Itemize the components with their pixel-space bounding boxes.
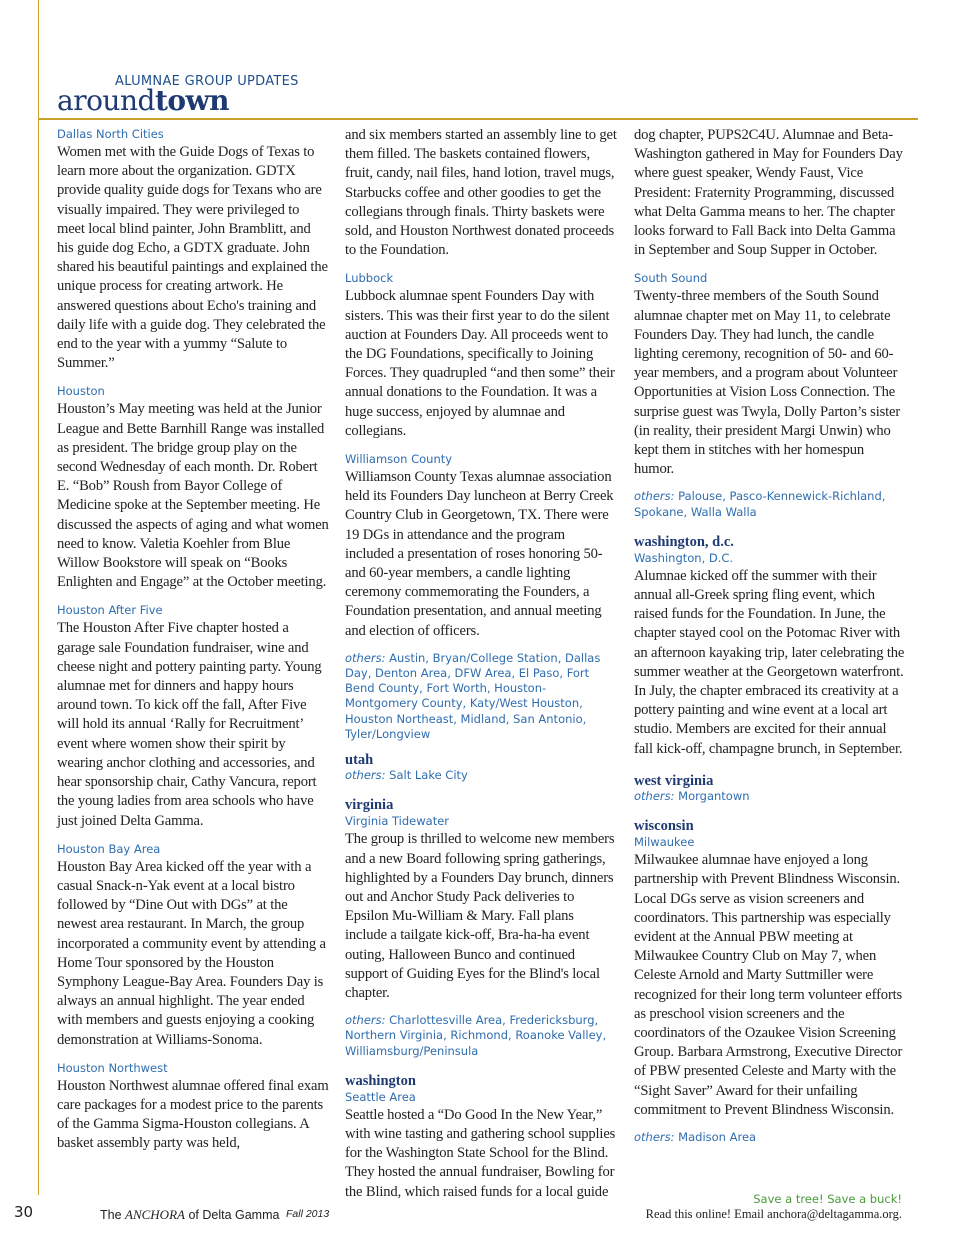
chapter-name: Williamson County xyxy=(345,452,453,467)
chapter-text: Seattle hosted a “Do Good In the New Year,” with wine tasting and gathering school supplies for the Washington State School for the Blind. They hosted the annual fundraiser, Bowling for the Blind, which raised funds for a local guide xyxy=(345,1106,616,1200)
others-label: others: xyxy=(634,788,675,803)
state-virginia xyxy=(345,797,617,1058)
others-list: Salt Lake City xyxy=(385,768,468,783)
others-label: others: xyxy=(634,1129,675,1144)
title-bold: town xyxy=(154,84,230,117)
magazine-suffix: of Delta Gamma xyxy=(184,1208,280,1222)
state-name: utah xyxy=(345,752,374,769)
chapter-name: Milwaukee xyxy=(634,835,695,850)
state-washington-dc xyxy=(634,534,906,759)
state-washington xyxy=(345,1073,617,1202)
online-email-note: Read this online! Email anchora@deltagamma.org. xyxy=(645,1207,902,1221)
state-wisconsin xyxy=(634,818,906,1145)
chapter-text: Williamson County Texas alumnae association held its Founders Day luncheon at Berry Creek Country Club in Georgetown, TX. There were 19 DGs in attendance and the program included a presentation of roses honoring 50- and 60-year members, a candle lighting ceremony commemorating the Founders, a Foundation presentation, and annual meeting and election of officers. xyxy=(345,469,614,639)
state-west-virginia xyxy=(634,773,906,804)
chapter-text: The Houston After Five chapter hosted a garage sale Foundation fundraiser, wine and cheese night and pottery painting party. Young alumnae met for dinners and happy hours around town. To kick off the fall, After Five will hold its annual ‘Rally for Recruitment’ event where women show their spirit by wearing anchor clothing and accessories, and hear sponsorship chair, Cathy Vancura, report the young ladies from area schools who have just joined Delta Gamma. xyxy=(57,620,322,829)
others-label: others: xyxy=(345,768,386,783)
washington-other-chapters xyxy=(634,489,906,519)
west-virginia-other-chapters xyxy=(634,789,906,804)
wisconsin-other-chapters xyxy=(634,1130,906,1145)
magazine-prefix: The xyxy=(100,1208,126,1222)
state-name: wisconsin xyxy=(634,818,694,835)
page-number: 30 xyxy=(14,1203,34,1221)
chapter-text: Houston’s May meeting was held at the Junior League and Bette Barnhill Range was installed as president. The bridge group play on the second Wednesday of each month. Dr. Robert E. “Bob” Roush from Bayor College of Medicine spoke at the September meeting. He discussed the aspects of aging and what women need to know. Valetia Koehler from Blue Willow Bookstore will speak on “Books Enlighten and Engage” at the October meeting. xyxy=(57,401,329,591)
page-title xyxy=(57,84,229,117)
others-list: Austin, Bryan/College Station, Dallas Day, Denton Area, DFW Area, El Paso, Fort Bend County, Fort Worth, Houston-Montgomery County, Katy/West Houston, Houston Northeast, Midland, San Antonio, Tyler/Longview xyxy=(345,650,601,741)
seattle-area-continued xyxy=(634,126,906,260)
chapter-text: Lubbock alumnae spent Founders Day with sisters. This was their first year to do the silent auction at Founders Day. All proceeds went to the DG Foundations, specifically to Joining Forces. They quadrupled “and then some” their annual donations to the Foundation. It was a huge success, enjoyed by alumnae and collegians. xyxy=(345,288,615,439)
column-2 xyxy=(345,126,617,1212)
save-tree-slogan: Save a tree! Save a buck! xyxy=(753,1192,902,1206)
others-list: Charlottesville Area, Fredericksburg, Northern Virginia, Richmond, Roanoke Valley, Williamsburg/Peninsula xyxy=(345,1013,607,1058)
others-list: Madison Area xyxy=(674,1129,757,1144)
chapter-name: South Sound xyxy=(634,271,708,286)
title-light: around xyxy=(57,84,155,117)
utah-other-chapters xyxy=(345,768,617,783)
column-3 xyxy=(634,126,906,1155)
chapter-williamson-county xyxy=(345,451,617,641)
others-label: others: xyxy=(345,650,386,665)
chapter-text: Milwaukee alumnae have enjoyed a long partnership with Prevent Blindness Wisconsin. Local DGs serve as vision screeners and coordinators. This partnership was especially evident at the Annual PBW meeting at Milwaukee Country Club on May 7, when Celeste Arnold and Marty Suttmiller were recognized for their long term volunteer efforts as preschool vision screeners and the coordinators of the Ozaukee Vision Screening Group. Barbara Armstrong, Executive Director of PBW presented Celeste and Marty with the “Sight Saver” Award for their unfailing commitment to Prevent Blindness Wisconsin. xyxy=(634,852,903,1118)
chapter-name: Houston xyxy=(57,384,105,399)
chapter-name: Seattle Area xyxy=(345,1089,416,1104)
chapter-text: Women met with the Guide Dogs of Texas to learn more about the organization. GDTX provide quality guide dogs for Texans who are visually impaired. They were privileged to meet local blind painter, John Bramblitt, and his guide dog Echo, a GDTX graduate. John shared his beautiful paintings and explained the unique process for creating artwork. He answered questions about Echo's training and daily life with a guide dog. They celebrated the end to the year with a yummy “Salute to Summer.” xyxy=(57,144,328,372)
others-label: others: xyxy=(634,489,675,504)
chapter-name: Dallas North Cities xyxy=(57,127,164,141)
others-list: Palouse, Pasco-Kennewick-Richland, Spokane, Walla Walla xyxy=(634,489,886,519)
state-name: west virginia xyxy=(634,772,714,789)
chapter-houston xyxy=(57,383,329,592)
magazine-name xyxy=(100,1207,279,1223)
chapter-name: Houston After Five xyxy=(57,603,163,618)
chapter-text: Houston Bay Area kicked off the year with a casual Snack-n-Yak event at a local bistro followed by “Dine Out with DGs” at the newest area restaurant. In March, the group incorporated a community event by attending a Home Tour sponsored by the Houston Symphony League-Bay Area. Founders Day is always an annual highlight. The year ended with members and guests enjoying a cooking demonstration at Williams-Sonoma. xyxy=(57,858,326,1048)
chapter-name: Virginia Tidewater xyxy=(345,814,450,829)
chapter-lubbock xyxy=(345,270,617,441)
chapter-name: Lubbock xyxy=(345,271,394,286)
texas-other-chapters xyxy=(345,651,617,742)
chapter-dallas-north-cities xyxy=(57,126,329,373)
chapter-text: Alumnae kicked off the summer with their annual all-Greek spring fling event, which raised funds for the Foundation. In June, the chapter stayed cool on the Potomac River with an afternoon kayaking trip, later celebrating the summer weather at the Georgetown waterfront. In July, the chapter embraced its creativity at a pottery painting and wine event at a local art studio. Members are excited for their annual fall kick-off, champagne brunch, in September. xyxy=(634,567,905,757)
chapter-houston-northwest xyxy=(57,1060,329,1154)
virginia-other-chapters xyxy=(345,1013,617,1059)
state-name: washington, d.c. xyxy=(634,533,734,550)
houston-northwest-continued xyxy=(345,126,617,260)
chapter-text: Twenty-three members of the South Sound alumnae chapter met on May 11, to celebrate Founders Day. They had lunch, the candle lighting ceremony, recognition of 50- and 60-year members, and a program about Volunteer Opportunities at Vision Loss Connection. The surprise guest was Twyla, Dolly Parton’s sister (in reality, their president Margi Unwin) who kept them in stitches with her homespun humor. xyxy=(634,288,901,478)
section-kicker: ALUMNAE GROUP UPDATES xyxy=(115,74,299,89)
chapter-south-sound xyxy=(634,270,906,479)
chapter-name: Houston Bay Area xyxy=(57,841,161,856)
state-name: washington xyxy=(345,1072,416,1089)
chapter-houston-bay-area xyxy=(57,841,329,1050)
publication-title: ANCHORA xyxy=(125,1207,185,1222)
chapter-houston-after-five xyxy=(57,602,329,830)
chapter-name: Houston Northwest xyxy=(57,1060,168,1075)
chapter-name: Washington, D.C. xyxy=(634,550,734,565)
chapter-text: dog chapter, PUPS2C4U. Alumnae and Beta-Washington gathered in May for Founders Day where guest speaker, Wendy Faust, Vice President: Fraternity Programming, discussed what Delta Gamma means to her. The chapter looks forward to Fall Back into Delta Gamma in September and Soup Supper in October. xyxy=(634,127,903,259)
column-1 xyxy=(57,126,329,1164)
others-label: others: xyxy=(345,1013,386,1028)
margin-rule xyxy=(38,0,39,1195)
chapter-text: The group is thrilled to welcome new members and a new Board following spring gatherings, highlighted by a Founders Day brunch, dinners out and Anchor Study Pack deliveries to Epsilon Mu-William & Mary. Fall plans include a tailgate kick-off, Bra-ha-ha event outing, Halloween Bunco and continued support of Guiding Eyes for the Blind's local chapter. xyxy=(345,831,615,1001)
chapter-text: Houston Northwest alumnae offered final exam care packages for a modest price to the parents of the Gamma Sigma-Houston collegians. A basket assembly party was held, xyxy=(57,1077,329,1152)
chapter-text: and six members started an assembly line to get them filled. The baskets contained flowers, fruit, candy, nail files, hand lotion, travel mugs, Starbucks coffee and other goodies to get the collegians through finals. Thirty baskets were sold, and Houston Northwest donated proceeds to the Foundation. xyxy=(345,127,617,259)
issue-date: Fall 2013 xyxy=(286,1208,330,1220)
others-list: Morgantown xyxy=(674,788,750,803)
header-rule xyxy=(38,118,918,120)
state-name: virginia xyxy=(345,797,394,814)
state-utah xyxy=(345,752,617,783)
